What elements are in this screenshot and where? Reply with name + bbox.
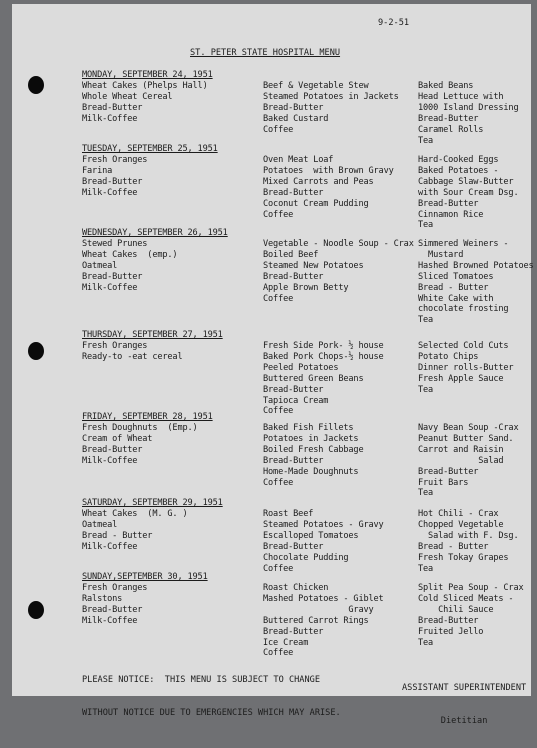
breakfast-column [82,330,223,363]
menu-item: Mixed Carrots and Peas [263,176,374,187]
menu-item: Salad [418,455,504,466]
menu-item: Coffee [263,293,294,304]
menu-item: Wheat Cakes (Phelps Hall) [82,80,208,91]
menu-item: Dinner rolls-Butter [418,362,514,373]
menu-item: 1000 Island Dressing [418,102,519,113]
dinner-column [263,583,384,659]
menu-item: White Cake with [418,293,494,304]
menu-item: Bread-Butter [263,541,324,552]
menu-item: Buttered Carrot Rings [263,615,369,626]
menu-item: Baked Potatoes - [418,165,499,176]
supper-column [418,155,518,231]
menu-item: Bread-Butter [263,271,324,282]
menu-item: Bread-Butter [418,113,479,124]
menu-item: Potato Chips [418,351,479,362]
menu-item: Cold Sliced Meats - [418,593,514,604]
punch-hole [28,342,44,360]
menu-item: Hashed Browned Potatoes [418,260,534,271]
menu-item: Roast Chicken [263,583,329,593]
menu-item: Bread-Butter [82,271,143,282]
breakfast-column [82,412,213,467]
menu-item: Coffee [263,406,294,417]
menu-item: Tea [418,637,434,648]
notice-line: PLEASE NOTICE: THIS MENU IS SUBJECT TO CHANGE [82,674,320,685]
menu-item: Oatmeal [82,519,118,530]
menu-item: Peeled Potatoes [263,362,339,373]
menu-item: Buttered Green Beans [263,373,364,384]
breakfast-column [82,498,223,553]
menu-item: with Sour Cream Dsg. [418,187,519,198]
menu-item: Coffee [263,124,294,135]
menu-item: Mustard [418,249,464,260]
punch-hole [28,601,44,619]
menu-item: Tea [418,135,434,146]
menu-item: Fresh Oranges [82,154,148,165]
signature-name: Dietitian [440,715,488,726]
menu-item: Milk-Coffee [82,615,138,626]
menu-item: Cabbage Slaw-Butter [418,176,514,187]
day-header: MONDAY, SEPTEMBER 24, 1951 [82,70,213,80]
menu-item: Coffee [263,477,294,488]
menu-item: Tea [418,384,434,395]
menu-item: Fresh Side Pork- ½ house [263,341,384,351]
menu-item: Steamed Potatoes - Gravy [263,519,384,530]
supper-column [418,509,518,574]
menu-item: Milk-Coffee [82,113,138,124]
menu-item: Fresh Tokay Grapes [418,552,509,563]
dinner-column [263,509,384,574]
menu-item: Ready-to -eat cereal [82,351,183,362]
menu-item: Tea [418,563,434,574]
menu-item: Chocolate Pudding [263,552,349,563]
menu-item: Bread - Butter [418,541,489,552]
menu-item: Salad with F. Dsg. [418,530,519,541]
menu-item: Bread-Butter [263,455,324,466]
breakfast-column [82,144,218,199]
menu-item: Sliced Tomatoes [418,271,494,282]
menu-item: Milk-Coffee [82,455,138,466]
menu-item: Home-Made Doughnuts [263,466,359,477]
menu-item: Bread - Butter [418,282,489,293]
notice [82,653,341,740]
signature [402,661,526,748]
menu-item: Navy Bean Soup -Crax [418,423,519,433]
menu-item: Carrot and Raisin [418,444,504,455]
menu-item: Head Lettuce with [418,91,504,102]
menu-item: Bread-Butter [418,466,479,477]
menu-item: Gravy [263,604,374,615]
menu-item: Vegetable - Noodle Soup - Crax [263,239,414,249]
menu-item: Baked Pork Chops-½ house [263,351,384,362]
menu-item: Wheat Cakes (emp.) [82,249,178,260]
menu-item: Coconut Cream Pudding [263,198,369,209]
supper-column [418,239,534,326]
menu-item: Tea [418,488,434,499]
menu-item: Coffee [263,563,294,574]
menu-item: Bread-Butter [418,615,479,626]
supper-column [418,423,518,499]
menu-item: Mashed Potatoes - Giblet [263,593,384,604]
menu-item: Potatoes in Jackets [263,433,359,444]
day-header: SATURDAY, SEPTEMBER 29, 1951 [82,498,223,508]
breakfast-column [82,70,213,125]
menu-item: Beef & Vegetable Stew [263,81,369,91]
menu-item: Cinnamon Rice [418,209,484,220]
breakfast-column [82,228,228,293]
date-stamp: 9-2-51 [378,18,410,28]
signature-title: ASSISTANT SUPERINTENDENT [402,682,527,693]
menu-item: Bread-Butter [263,102,324,113]
menu-item: Tea [418,315,434,326]
menu-item: Potatoes with Brown Gravy [263,165,394,176]
menu-item: Fresh Apple Sauce [418,373,504,384]
menu-item: Baked Beans [418,81,474,91]
menu-item: Split Pea Soup - Crax [418,583,524,593]
day-header: WEDNESDAY, SEPTEMBER 26, 1951 [82,228,228,238]
menu-item: Fruit Bars [418,477,469,488]
menu-item: Roast Beef [263,509,314,519]
supper-column [418,341,513,396]
menu-item: Caramel Rolls [418,124,484,135]
day-header: FRIDAY, SEPTEMBER 28, 1951 [82,412,213,422]
menu-item: Coffee [263,209,294,220]
menu-item: Steamed New Potatoes [263,260,364,271]
menu-item: Ice Cream [263,637,309,648]
menu-item: Milk-Coffee [82,282,138,293]
menu-item: Tea [418,220,434,231]
menu-item: Ralstons [82,593,123,604]
menu-item: Whole Wheat Cereal [82,91,173,102]
menu-item: Chopped Vegetable [418,519,504,530]
menu-item: Tapioca Cream [263,395,329,406]
menu-item: Bread-Butter [82,604,143,615]
day-header: THURSDAY, SEPTEMBER 27, 1951 [82,330,223,340]
menu-item: Coffee [263,648,294,659]
menu-item: Oven Meat Loaf [263,155,334,165]
menu-item: Wheat Cakes (M. G. ) [82,508,188,519]
menu-item: Chili Sauce [418,604,494,615]
page-title: ST. PETER STATE HOSPITAL MENU [190,48,341,58]
menu-item: Bread-Butter [82,176,143,187]
menu-item: Escalloped Tomatoes [263,530,359,541]
menu-item: Baked Custard [263,113,329,124]
menu-item: chocolate frosting [418,304,509,315]
menu-item: Fresh Oranges [82,340,148,351]
menu-item: Bread-Butter [82,102,143,113]
breakfast-column [82,572,208,627]
notice-line: WITHOUT NOTICE DUE TO EMERGENCIES WHICH MAY ARISE. [82,707,341,718]
menu-item: Farina [82,165,113,176]
menu-item: Bread-Butter [418,198,479,209]
dinner-column [263,239,414,304]
menu-item: Boiled Beef [263,249,319,260]
day-header: SUNDAY,SEPTEMBER 30, 1951 [82,572,208,582]
menu-item: Fruited Jello [418,626,484,637]
menu-item: Milk-Coffee [82,187,138,198]
menu-item: Hard-Cooked Eggs [418,155,499,165]
menu-item: Bread-Butter [263,384,324,395]
menu-item: Simmered Weiners - [418,239,509,249]
supper-column [418,583,524,648]
menu-item: Hot Chili - Crax [418,509,499,519]
menu-item: Selected Cold Cuts [418,341,509,351]
supper-column [418,81,518,146]
menu-item: Apple Brown Betty [263,282,349,293]
menu-item: Cream of Wheat [82,433,153,444]
dinner-column [263,341,384,417]
menu-item: Oatmeal [82,260,118,271]
dinner-column [263,423,363,488]
menu-item: Stewed Prunes [82,238,148,249]
menu-item: Bread-Butter [263,187,324,198]
menu-item: Bread - Butter [82,530,153,541]
menu-item: Boiled Fresh Cabbage [263,444,364,455]
menu-item: Fresh Doughnuts (Emp.) [82,422,198,433]
menu-item: Steamed Potatoes in Jackets [263,91,399,102]
dinner-column [263,155,394,220]
dinner-column [263,81,399,136]
menu-page [12,4,534,726]
day-header: TUESDAY, SEPTEMBER 25, 1951 [82,144,218,154]
menu-item: Bread-Butter [82,444,143,455]
punch-hole [28,76,44,94]
menu-item: Milk-Coffee [82,541,138,552]
menu-item: Baked Fish Fillets [263,423,354,433]
menu-item: Bread-Butter [263,626,324,637]
menu-item: Peanut Butter Sand. [418,433,514,444]
menu-item: Fresh Oranges [82,582,148,593]
